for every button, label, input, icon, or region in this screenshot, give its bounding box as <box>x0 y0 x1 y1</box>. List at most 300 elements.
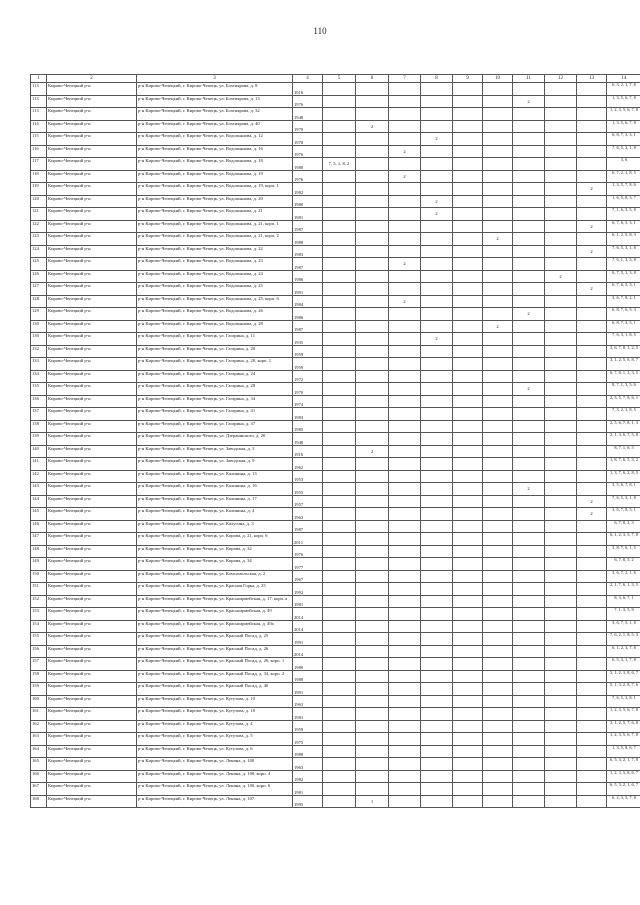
table-cell <box>356 133 389 146</box>
table-row <box>31 708 640 721</box>
table-cell <box>483 458 513 471</box>
table-cell <box>577 795 607 808</box>
table-cell <box>389 320 421 333</box>
table-cell <box>577 633 607 646</box>
table-cell: Кирово-Чепецкий р-н <box>47 158 137 171</box>
table-cell <box>513 645 545 658</box>
table-cell: р-н Кирово-Чепецкий, г. Кирово-Чепецк, ул. Гагарина, д. 20 <box>137 345 293 358</box>
table-cell: Кирово-Чепецкий р-н <box>47 233 137 246</box>
table-cell <box>453 333 483 346</box>
table-cell <box>453 520 483 533</box>
table-cell: Кирово-Чепецкий р-н <box>47 370 137 383</box>
table-cell <box>483 783 513 796</box>
table-cell: Кирово-Чепецкий р-н <box>47 258 137 271</box>
table-cell <box>323 358 356 371</box>
table-cell <box>323 83 356 96</box>
table-cell <box>453 170 483 183</box>
table-cell <box>323 333 356 346</box>
table-cell <box>513 770 545 783</box>
table-row <box>31 320 640 333</box>
table-cell <box>323 433 356 446</box>
table-row <box>31 133 640 146</box>
table-cell <box>513 420 545 433</box>
table-cell: Кирово-Чепецкий р-н <box>47 208 137 221</box>
table-row <box>31 233 640 246</box>
table-cell <box>323 120 356 133</box>
table-cell <box>356 358 389 371</box>
table-cell: р-н Кирово-Чепецкий, г. Кирово-Чепецк, ул. Водопьянова, д. 25 <box>137 283 293 296</box>
table-cell <box>513 558 545 571</box>
table-cell <box>323 720 356 733</box>
table-cell <box>421 170 453 183</box>
table-cell: р-н Кирово-Чепецкий, г. Кирово-Чепецк, ул. Водопьянова, д. 25, корп. 6 <box>137 295 293 308</box>
table-cell <box>545 608 577 621</box>
table-cell <box>421 108 453 121</box>
table-cell: 1953 <box>293 470 323 483</box>
table-cell: 1972 <box>293 370 323 383</box>
table-row <box>31 258 640 271</box>
table-cell <box>356 483 389 496</box>
table-cell: Кирово-Чепецкий р-н <box>47 770 137 783</box>
table-cell: р-н Кирово-Чепецкий, г. Кирово-Чепецк, ул. Водопьянова, д. 19, корп. 1 <box>137 183 293 196</box>
table-cell <box>577 708 607 721</box>
table-row <box>31 120 640 133</box>
table-cell <box>545 633 577 646</box>
table-cell: 1962 <box>293 458 323 471</box>
table-cell: Кирово-Чепецкий р-н <box>47 283 137 296</box>
table-cell <box>323 295 356 308</box>
table-cell <box>323 608 356 621</box>
table-cell <box>323 395 356 408</box>
table-cell: 135 <box>31 383 47 396</box>
table-cell <box>421 533 453 546</box>
table-cell <box>453 420 483 433</box>
table-cell <box>545 558 577 571</box>
table-cell: Кирово-Чепецкий р-н <box>47 495 137 508</box>
table-cell: р-н Кирово-Чепецкий, г. Кирово-Чепецк, ул. Ленина, д. 100, корп. 4 <box>137 770 293 783</box>
column-header: 6 <box>356 75 389 83</box>
table-cell <box>545 533 577 546</box>
table-cell <box>323 308 356 321</box>
table-cell <box>453 508 483 521</box>
table-cell <box>545 745 577 758</box>
table-cell <box>513 795 545 808</box>
table-cell: Кирово-Чепецкий р-н <box>47 720 137 733</box>
table-cell: 7, 6, 5, 3, 1, 8 <box>607 495 640 508</box>
table-cell <box>323 133 356 146</box>
table-row <box>31 770 640 783</box>
table-cell: 113 <box>31 108 47 121</box>
table-cell <box>577 395 607 408</box>
table-cell: 1916 <box>293 445 323 458</box>
table-cell: Кирово-Чепецкий р-н <box>47 758 137 771</box>
table-cell: р-н Кирово-Чепецкий, г. Кирово-Чепецк, ул. Гагарина, д. 41 <box>137 408 293 421</box>
table-cell: Кирово-Чепецкий р-н <box>47 320 137 333</box>
table-cell: Кирово-Чепецкий р-н <box>47 395 137 408</box>
table-cell <box>421 633 453 646</box>
table-cell: Кирово-Чепецкий р-н <box>47 333 137 346</box>
table-cell <box>545 733 577 746</box>
table-cell: 2 <box>513 308 545 321</box>
table-cell <box>513 733 545 746</box>
table-cell <box>453 183 483 196</box>
table-cell <box>356 170 389 183</box>
table-cell <box>513 608 545 621</box>
table-cell <box>513 658 545 671</box>
table-cell <box>421 158 453 171</box>
table-cell: 2 <box>577 495 607 508</box>
table-cell: Кирово-Чепецкий р-н <box>47 533 137 546</box>
table-cell: 159 <box>31 683 47 696</box>
table-cell: 2, 1, 3, 6, 7, 5, 8 <box>607 433 640 446</box>
table-cell: р-н Кирово-Чепецкий, г. Кирово-Чепецк, ул. Кирова, д. 34 <box>137 558 293 571</box>
table-cell <box>356 283 389 296</box>
table-cell <box>453 783 483 796</box>
table-cell <box>453 545 483 558</box>
table-cell <box>577 758 607 771</box>
table-row <box>31 695 640 708</box>
table-cell: р-н Кирово-Чепецкий, г. Кирово-Чепецк, ул. Гагарина, д. 28 <box>137 383 293 396</box>
table-cell: 6, 7, 8, 5, 2 <box>607 558 640 571</box>
table-cell: р-н Кирово-Чепецкий, г. Кирово-Чепецк, ул. Дзержинского, д. 20 <box>137 433 293 446</box>
table-cell: р-н Кирово-Чепецкий, г. Кирово-Чепецк, ул. Кутузова, д. 4 <box>137 720 293 733</box>
table-cell: 3, 5, 6, 7, 8, 1 <box>607 483 640 496</box>
table-cell <box>577 145 607 158</box>
table-cell <box>356 195 389 208</box>
table-cell: 133 <box>31 358 47 371</box>
table-cell <box>323 420 356 433</box>
table-cell <box>545 145 577 158</box>
table-cell: 120 <box>31 195 47 208</box>
table-cell: 125 <box>31 258 47 271</box>
table-cell <box>483 345 513 358</box>
table-cell: Кирово-Чепецкий р-н <box>47 733 137 746</box>
table-cell <box>453 633 483 646</box>
table-cell <box>545 170 577 183</box>
table-row <box>31 558 640 571</box>
table-cell: 1995 <box>293 795 323 808</box>
table-cell <box>323 470 356 483</box>
table-cell: 1, 2, 3, 5, 6, 7, 8 <box>607 108 640 121</box>
table-cell: 154 <box>31 620 47 633</box>
table-cell: 115 <box>31 133 47 146</box>
table-cell: 1977 <box>293 558 323 571</box>
table-cell: 2, 5, 6, 7, 8, 1, 3 <box>607 420 640 433</box>
table-cell <box>577 445 607 458</box>
table-row <box>31 658 640 671</box>
table-cell <box>577 670 607 683</box>
table-cell <box>323 508 356 521</box>
table-cell: 2 <box>389 170 421 183</box>
table-cell <box>453 295 483 308</box>
table-cell <box>421 320 453 333</box>
table-cell: 2011 <box>293 533 323 546</box>
table-cell: 1985 <box>293 420 323 433</box>
table-cell: 1, 3, 5, 6, 7, 8 <box>607 95 640 108</box>
table-cell <box>545 133 577 146</box>
table-cell: 2014 <box>293 608 323 621</box>
table-cell: 163 <box>31 733 47 746</box>
table-cell: 130 <box>31 320 47 333</box>
column-header: 4 <box>293 75 323 83</box>
table-cell: 1959 <box>293 358 323 371</box>
table-cell: 157 <box>31 658 47 671</box>
table-cell <box>421 620 453 633</box>
table-cell <box>577 720 607 733</box>
table-cell <box>323 683 356 696</box>
table-cell <box>483 558 513 571</box>
column-header: 1 <box>31 75 47 83</box>
table-cell: р-н Кирово-Чепецкий, г. Кирово-Чепецк, ул. Водопьянова, д. 21, корп. 2 <box>137 233 293 246</box>
table-cell <box>483 145 513 158</box>
table-cell: 2 <box>513 383 545 396</box>
table-cell: 1955 <box>293 483 323 496</box>
table-cell <box>483 770 513 783</box>
table-cell <box>356 95 389 108</box>
table-cell: Кирово-Чепецкий р-н <box>47 670 137 683</box>
table-cell <box>483 520 513 533</box>
table-cell <box>483 395 513 408</box>
table-cell: 6, 7, 8, 1, 2, 3, 5 <box>607 370 640 383</box>
table-cell <box>389 745 421 758</box>
table-cell <box>545 783 577 796</box>
table-cell <box>421 770 453 783</box>
table-cell <box>421 583 453 596</box>
table-cell <box>389 720 421 733</box>
table-cell <box>545 670 577 683</box>
table-cell: 1986 <box>293 270 323 283</box>
table-cell: Кирово-Чепецкий р-н <box>47 695 137 708</box>
table-cell: 3, 6, 7, 8, 1, 2, 5 <box>607 345 640 358</box>
table-cell <box>577 458 607 471</box>
table-cell <box>356 783 389 796</box>
table-cell <box>513 258 545 271</box>
table-cell <box>323 670 356 683</box>
table-cell <box>577 483 607 496</box>
table-cell: 2 <box>577 245 607 258</box>
table-cell <box>453 245 483 258</box>
table-cell <box>323 658 356 671</box>
table-cell <box>421 470 453 483</box>
table-cell <box>421 545 453 558</box>
table-cell: р-н Кирово-Чепецкий, г. Кирово-Чепецк, ул. Красный Посад, д. 40 <box>137 683 293 696</box>
table-row <box>31 183 640 196</box>
table-cell <box>483 220 513 233</box>
table-cell <box>453 795 483 808</box>
table-cell: Кирово-Чепецкий р-н <box>47 645 137 658</box>
table-cell: 8, 7, 1, 3, 5, 6 <box>607 383 640 396</box>
table-cell <box>577 333 607 346</box>
table-cell: 1976 <box>293 95 323 108</box>
table-cell <box>513 545 545 558</box>
table-cell: 156 <box>31 645 47 658</box>
table-cell: р-н Кирово-Чепецкий, г. Кирово-Чепецк, ул. Бохтиярова, д. 32 <box>137 108 293 121</box>
table-cell <box>513 495 545 508</box>
table-cell: 2 <box>513 483 545 496</box>
table-row <box>31 445 640 458</box>
table-row <box>31 383 640 396</box>
table-cell <box>323 533 356 546</box>
table-cell <box>453 570 483 583</box>
table-cell: 158 <box>31 670 47 683</box>
table-cell: р-н Кирово-Чепецкий, г. Кирово-Чепецк, ул. Водопьянова, д. 26 <box>137 308 293 321</box>
table-cell: 121 <box>31 208 47 221</box>
table-cell <box>389 633 421 646</box>
table-cell: р-н Кирово-Чепецкий, г. Кирово-Чепецк, ул. Водопьянова, д. 12 <box>137 133 293 146</box>
table-cell: р-н Кирово-Чепецкий, г. Кирово-Чепецк, ул. Бохтиярова, д. 40 <box>137 120 293 133</box>
table-cell <box>389 758 421 771</box>
table-cell: 1970 <box>293 383 323 396</box>
table-cell: 1, 2, 3, 5, 6, 7, 8 <box>607 708 640 721</box>
table-cell: 117 <box>31 158 47 171</box>
table-cell <box>483 608 513 621</box>
table-cell <box>323 645 356 658</box>
table-cell <box>356 708 389 721</box>
table-cell <box>453 408 483 421</box>
table-cell <box>421 645 453 658</box>
table-cell: р-н Кирово-Чепецкий, г. Кирово-Чепецк, ул. Красноармейская, д. 17, корп. а <box>137 595 293 608</box>
table-cell: 3, 6, 7, 2, 1, 6 <box>607 570 640 583</box>
table-cell <box>453 208 483 221</box>
table-row <box>31 95 640 108</box>
table-cell <box>389 733 421 746</box>
table-cell <box>545 370 577 383</box>
table-cell: 144 <box>31 495 47 508</box>
table-cell <box>513 720 545 733</box>
table-cell <box>453 83 483 96</box>
table-cell <box>513 583 545 596</box>
table-cell: Кирово-Чепецкий р-н <box>47 520 137 533</box>
table-cell: 1987 <box>293 258 323 271</box>
table-cell <box>483 258 513 271</box>
table-cell <box>513 595 545 608</box>
table-cell <box>483 95 513 108</box>
table-cell: р-н Кирово-Чепецкий, г. Кирово-Чепецк, ул. Гагарина, д. 34 <box>137 395 293 408</box>
table-cell <box>483 508 513 521</box>
table-cell: 1975 <box>293 733 323 746</box>
column-header: 14 <box>607 75 640 83</box>
table-cell <box>421 183 453 196</box>
table-cell <box>389 383 421 396</box>
table-cell <box>453 370 483 383</box>
table-cell <box>356 420 389 433</box>
table-cell <box>577 433 607 446</box>
table-cell: Кирово-Чепецкий р-н <box>47 620 137 633</box>
table-cell: р-н Кирово-Чепецкий, г. Кирово-Чепецк, ул. Красный Посад, д. 26, корп. 1 <box>137 658 293 671</box>
table-cell <box>453 220 483 233</box>
table-cell <box>545 333 577 346</box>
table-cell: 1987 <box>293 520 323 533</box>
table-cell: р-н Кирово-Чепецкий, г. Кирово-Чепецк, ул. Бохтиярова, д. 13 <box>137 95 293 108</box>
table-cell: Кирово-Чепецкий р-н <box>47 133 137 146</box>
table-cell <box>453 458 483 471</box>
table-cell <box>356 158 389 171</box>
table-cell: р-н Кирово-Чепецкий, г. Кирово-Чепецк, ул. Ленина, д. 100, корп. 6 <box>137 783 293 796</box>
table-cell <box>323 545 356 558</box>
column-header: 9 <box>453 75 483 83</box>
table-cell <box>421 708 453 721</box>
table-cell <box>323 483 356 496</box>
table-cell <box>577 583 607 596</box>
table-cell: Кирово-Чепецкий р-н <box>47 308 137 321</box>
table-cell: 119 <box>31 183 47 196</box>
table-cell <box>545 408 577 421</box>
table-cell: 1976 <box>293 145 323 158</box>
table-cell: 1, 2, 3, 5, 8, 6, 7 <box>607 770 640 783</box>
table-cell <box>513 195 545 208</box>
table-cell <box>545 358 577 371</box>
table-cell <box>577 208 607 221</box>
table-cell <box>421 695 453 708</box>
table-cell: Кирово-Чепецкий р-н <box>47 170 137 183</box>
table-cell <box>577 120 607 133</box>
table-cell <box>545 108 577 121</box>
table-cell: 3, 6 <box>607 158 640 171</box>
table-cell: 1987 <box>293 220 323 233</box>
table-cell: р-н Кирово-Чепецкий, г. Кирово-Чепецк, ул. Водопьянова, д. 16 <box>137 145 293 158</box>
table-cell: Кирово-Чепецкий р-н <box>47 745 137 758</box>
table-cell <box>483 708 513 721</box>
table-cell <box>483 795 513 808</box>
table-cell <box>323 320 356 333</box>
table-cell <box>323 345 356 358</box>
table-cell <box>389 583 421 596</box>
table-cell <box>513 370 545 383</box>
table-cell: 2 <box>356 445 389 458</box>
table-cell <box>389 220 421 233</box>
table-cell <box>483 370 513 383</box>
table-cell <box>453 120 483 133</box>
column-header: 12 <box>545 75 577 83</box>
table-cell <box>577 195 607 208</box>
table-cell: 8, 3, 6, 7, 1 <box>607 595 640 608</box>
table-cell <box>389 83 421 96</box>
table-cell: 128 <box>31 295 47 308</box>
table-cell: Кирово-Чепецкий р-н <box>47 508 137 521</box>
table-cell <box>389 358 421 371</box>
table-cell: 8, 7, 1, 6, 3 <box>607 445 640 458</box>
table-cell: 7, 6, 3, 1, 8, 5 <box>607 333 640 346</box>
table-cell <box>356 733 389 746</box>
table-cell <box>421 308 453 321</box>
table-cell <box>421 670 453 683</box>
table-cell: 152 <box>31 595 47 608</box>
table-cell: р-н Кирово-Чепецкий, г. Кирово-Чепецк, ул. Кутузова, д. 10 <box>137 695 293 708</box>
table-cell <box>453 595 483 608</box>
table-cell: 7, 6, 1, 3, 5, 8 <box>607 258 640 271</box>
table-row <box>31 270 640 283</box>
table-cell <box>577 270 607 283</box>
table-cell <box>356 558 389 571</box>
table-cell <box>421 458 453 471</box>
table-cell <box>421 295 453 308</box>
table-cell <box>323 783 356 796</box>
column-header: 8 <box>421 75 453 83</box>
table-cell: 113 <box>31 83 47 96</box>
table-cell: 1984 <box>293 295 323 308</box>
table-cell <box>513 708 545 721</box>
table-cell: р-н Кирово-Чепецкий, г. Кирово-Чепецк, ул. Красный Посад, д. 34, корп. 2 <box>137 670 293 683</box>
table-cell: 1, 3, 5, 7, 8, 6 <box>607 183 640 196</box>
table-cell <box>323 220 356 233</box>
table-cell <box>323 495 356 508</box>
table-cell <box>323 770 356 783</box>
table-row <box>31 283 640 296</box>
table-cell <box>483 420 513 433</box>
table-cell <box>323 95 356 108</box>
table-cell <box>453 708 483 721</box>
table-cell: р-н Кирово-Чепецкий, г. Кирово-Чепецк, ул. Кирова, д. 21, корп. 6 <box>137 533 293 546</box>
